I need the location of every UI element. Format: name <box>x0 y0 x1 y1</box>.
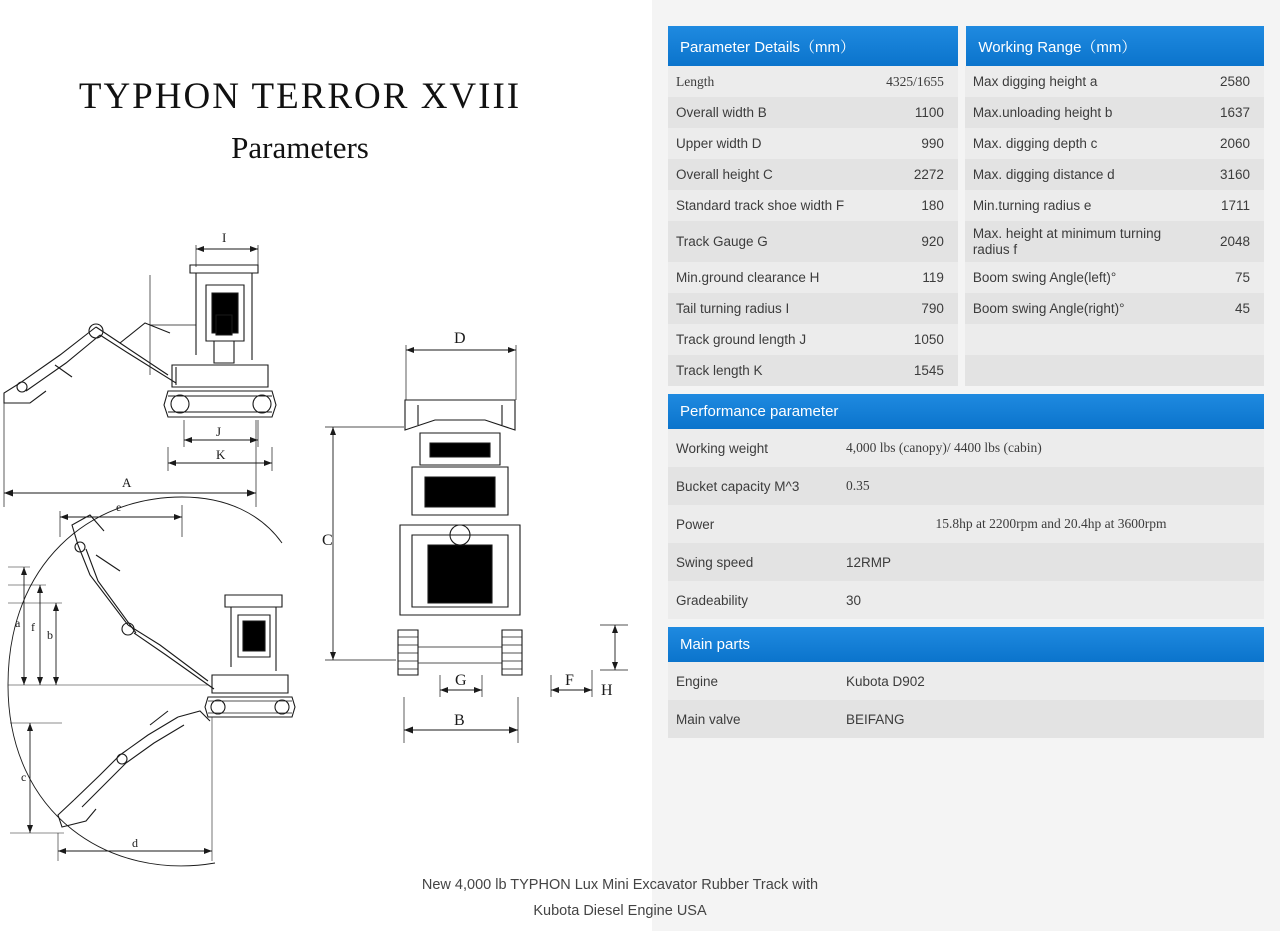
svg-text:K: K <box>216 447 226 462</box>
table-row <box>668 128 1264 159</box>
row-gap <box>958 262 965 293</box>
row-value: 180 <box>874 190 957 221</box>
excavator-technical-drawing <box>0 215 650 875</box>
row-value: 4,000 lbs (canopy)/ 4400 lbs (cabin) <box>838 429 1264 467</box>
row-label-2: Boom swing Angle(right)° <box>965 293 1192 324</box>
title-block <box>0 75 600 166</box>
row-label: Engine <box>668 662 838 700</box>
table-row <box>668 581 1264 619</box>
table-row <box>668 262 1264 293</box>
svg-text:A: A <box>122 475 132 490</box>
table-row <box>668 700 1264 738</box>
row-value-2 <box>1192 355 1264 386</box>
table-row <box>668 221 1264 262</box>
row-value-2: 2580 <box>1192 66 1264 97</box>
row-label: Working weight <box>668 429 838 467</box>
svg-text:d: d <box>132 836 138 850</box>
performance-section-header: Performance parameter <box>668 394 1264 429</box>
row-label: Track Gauge G <box>668 221 874 262</box>
row-label: Min.ground clearance H <box>668 262 874 293</box>
parameter-table-header <box>668 26 1264 66</box>
table-row <box>668 429 1264 467</box>
svg-text:e: e <box>116 500 122 514</box>
row-value: 2272 <box>874 159 957 190</box>
caption-line-2: Kubota Diesel Engine USA <box>533 903 707 920</box>
row-value: 920 <box>874 221 957 262</box>
row-value-2: 75 <box>1192 262 1264 293</box>
row-label-2: Max. height at minimum turning radius f <box>965 221 1192 262</box>
row-value: BEIFANG <box>838 700 1264 738</box>
row-label: Track length K <box>668 355 874 386</box>
row-value: 15.8hp at 2200rpm and 20.4hp at 3600rpm <box>838 505 1264 543</box>
header-parameter-details: Parameter Details（mm） <box>668 26 958 66</box>
page-subtitle: Parameters <box>231 130 369 165</box>
row-value: 12RMP <box>838 543 1264 581</box>
svg-text:c: c <box>21 770 27 784</box>
header-gap <box>958 26 965 66</box>
row-value: Kubota D902 <box>838 662 1264 700</box>
row-value-2 <box>1192 324 1264 355</box>
specification-panel <box>652 0 1280 931</box>
row-label-2: Max.unloading height b <box>965 97 1192 128</box>
row-gap <box>958 190 965 221</box>
row-value: 790 <box>874 293 957 324</box>
image-caption <box>0 872 1240 924</box>
row-gap <box>958 159 965 190</box>
table-row <box>668 662 1264 700</box>
row-value-2: 2048 <box>1192 221 1264 262</box>
row-value: 119 <box>874 262 957 293</box>
row-gap <box>958 221 965 262</box>
table-row <box>668 467 1264 505</box>
page-title: TYPHON TERROR XVIII <box>78 76 522 117</box>
svg-text:H: H <box>601 682 613 699</box>
caption-line-1: New 4,000 lb TYPHON Lux Mini Excavator Rubber Track with <box>421 877 819 893</box>
row-gap <box>958 324 965 355</box>
row-label: Bucket capacity M^3 <box>668 467 838 505</box>
row-label: Main valve <box>668 700 838 738</box>
performance-table <box>668 429 1264 619</box>
table-row <box>668 159 1264 190</box>
row-gap <box>958 355 965 386</box>
row-label: Standard track shoe width F <box>668 190 874 221</box>
row-value: 4325/1655 <box>874 66 957 97</box>
spec-tables <box>668 26 1264 738</box>
row-label: Length <box>668 66 874 97</box>
row-value-2: 1711 <box>1192 190 1264 221</box>
row-value-2: 2060 <box>1192 128 1264 159</box>
row-label-2: Boom swing Angle(left)° <box>965 262 1192 293</box>
row-label: Power <box>668 505 838 543</box>
svg-text:B: B <box>454 712 465 729</box>
row-gap <box>958 97 965 128</box>
table-row <box>668 97 1264 128</box>
table-row <box>668 66 1264 97</box>
row-label-2 <box>965 355 1192 386</box>
row-gap <box>958 293 965 324</box>
row-value: 1100 <box>874 97 957 128</box>
svg-text:D: D <box>454 330 466 347</box>
svg-text:b: b <box>47 628 53 642</box>
row-label: Swing speed <box>668 543 838 581</box>
row-label: Gradeability <box>668 581 838 619</box>
row-label-2: Max. digging distance d <box>965 159 1192 190</box>
row-value: 990 <box>874 128 957 159</box>
svg-text:F: F <box>565 672 574 689</box>
row-label-2: Max. digging depth c <box>965 128 1192 159</box>
row-value: 1050 <box>874 324 957 355</box>
row-gap <box>958 66 965 97</box>
table-row <box>668 355 1264 386</box>
table-row <box>668 190 1264 221</box>
main-parts-section-header: Main parts <box>668 627 1264 662</box>
table-row <box>668 505 1264 543</box>
row-value-2: 3160 <box>1192 159 1264 190</box>
row-label-2: Min.turning radius e <box>965 190 1192 221</box>
table-row <box>668 293 1264 324</box>
svg-text:J: J <box>216 424 222 439</box>
parameter-table <box>668 26 1264 386</box>
row-gap <box>958 128 965 159</box>
header-working-range: Working Range（mm） <box>965 26 1264 66</box>
svg-text:G: G <box>455 672 467 689</box>
row-value-2: 1637 <box>1192 97 1264 128</box>
row-value-2: 45 <box>1192 293 1264 324</box>
row-label: Track ground length J <box>668 324 874 355</box>
row-value: 1545 <box>874 355 957 386</box>
row-label: Tail turning radius I <box>668 293 874 324</box>
row-value: 30 <box>838 581 1264 619</box>
main-parts-table <box>668 662 1264 738</box>
svg-text:I: I <box>222 230 227 245</box>
svg-text:C: C <box>322 532 333 549</box>
row-label-2 <box>965 324 1192 355</box>
row-label: Upper width D <box>668 128 874 159</box>
svg-text:a: a <box>15 616 21 630</box>
row-label: Overall height C <box>668 159 874 190</box>
row-label-2: Max digging height a <box>965 66 1192 97</box>
row-value: 0.35 <box>838 467 1264 505</box>
table-row <box>668 543 1264 581</box>
row-label: Overall width B <box>668 97 874 128</box>
table-row <box>668 324 1264 355</box>
svg-text:f: f <box>31 620 35 634</box>
